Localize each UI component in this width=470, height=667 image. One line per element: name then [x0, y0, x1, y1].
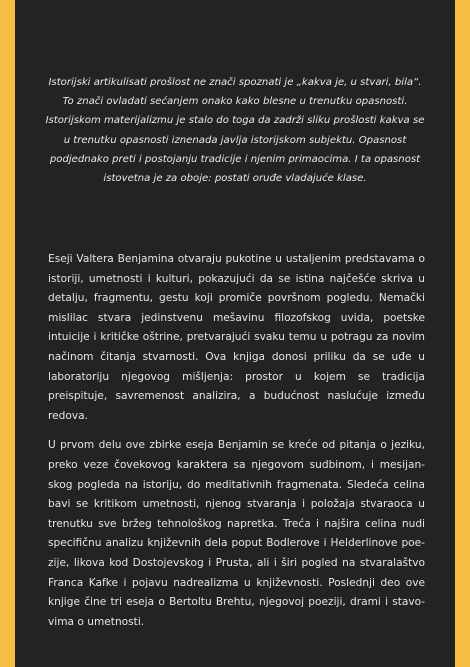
- blurb-text: [48, 250, 425, 642]
- back-cover-panel: [15, 0, 455, 667]
- blurb-paragraph: Eseji Valtera Benjamina otvaraju pukotine u ustaljenim predstavama o istoriji, umetnosti i kulturi, pokazujući da se istina najčešće skriva u detalju, fragmentu, gestu koji promiče površnom pogledu. Nemački mislilac stvara jedinstvenu mešavinu filozofskog uvida, poetske intuicije i kritičke oštrine, pretvarajući svaku temu u potragu za novim načinom čitanja stvarnosti. Ova knjiga donosi priliku da se uđe u laboratoriju njegovog mišljenja: prostor u kojem se tradicija preispituje, savremenost analizira, a budućnost naslućuje između redova.: [48, 253, 425, 422]
- blurb-paragraph: U prvom delu ove zbirke eseja Benjamin se kreće od pitanja o jeziku, preko veze čovekovog karaktera sa njegovom sudbinom, i mesijanskog pogleda na istoriju, do meditativnih fragmenata. Sledeća celina bavi se kritikom umetnosti, njenog stvaranja i položaja stvaraoca u trenutku sve bržeg tehnološkog napretka. Treća i najšira celina nudi specifičnu analizu književnih dela poput Bodlerove i Helderlinove poezije, likova kod Dostojevskog i Prusta, ali i širi pogled na stvaralaštvo Franca Kafke i pojavu nadrealizma u književnosti. Poslednji deo ove knjige čine tri eseja o Bertoltu Brehtu, njegovoj poeziji, drami i stavovima o umetnosti.: [48, 439, 425, 628]
- epigraph-quote: Istorijski artikulisati prošlost ne znači spoznati je „kakva je, u stvari, bila“. To znači ovladati sećanjem onako kako blesne u trenutku opasnosti. Istorijskom materijalizmu je stalo do toga da zadrži sliku prošlosti kakva se u trenutku opasnosti iznenada javlja istorijskom subjektu. Opasnost podjednako preti i postojanju tradicije i njenim primaocima. I ta opasnost istovetna je za oboje: postati oruđe vladajuće klase.: [45, 77, 425, 185]
